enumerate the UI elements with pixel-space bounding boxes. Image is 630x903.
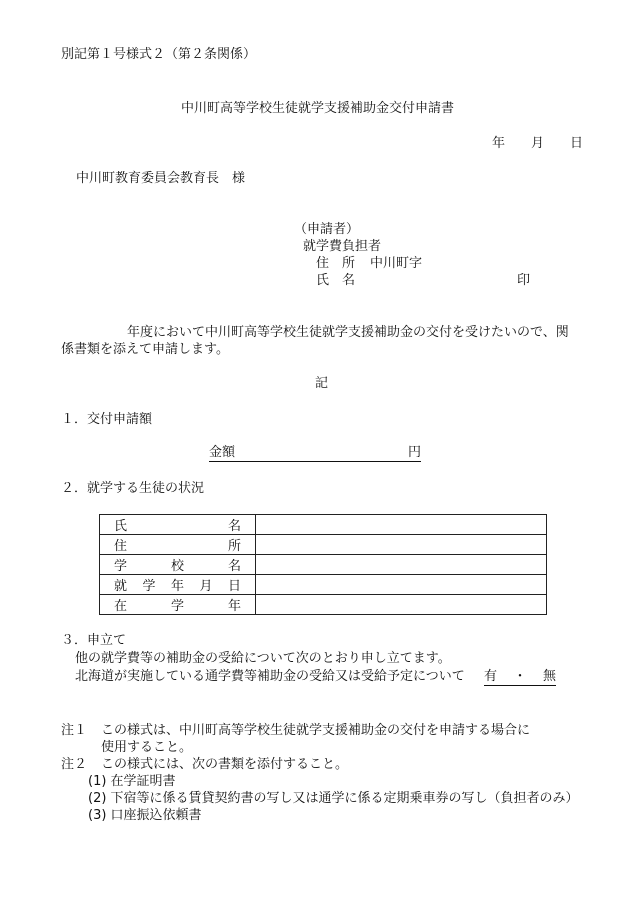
choice-yes[interactable]: 有 [484, 669, 498, 684]
address-value: 中川町字 [370, 256, 423, 271]
label-char: 月 [199, 579, 213, 594]
declaration-line2: 北海道が実施している通学費等補助金の受給又は受給予定について [75, 669, 465, 684]
student-field-label-chars [114, 595, 241, 614]
student-field-label [100, 535, 256, 555]
student-field-label-chars [114, 575, 241, 594]
label-char: 住 [114, 539, 128, 554]
choice-yes-no[interactable] [484, 669, 556, 686]
attachment-item: (1) 在学証明書 [88, 774, 176, 789]
request-text-line1: 年度において中川町高等学校生徒就学支援補助金の交付を受けたいので、関 [127, 325, 569, 340]
label-char: 在 [114, 599, 128, 614]
label-char: 所 [227, 539, 241, 554]
student-field-value[interactable] [256, 535, 547, 555]
declaration-line1: 他の就学費等の補助金の受給について次のとおり申し立てます。 [75, 651, 451, 666]
section1-heading: １．交付申請額 [61, 412, 153, 427]
student-field-label-chars [114, 515, 241, 534]
label-char: 名 [227, 519, 241, 534]
label-char: 名 [227, 559, 241, 574]
student-status-table [99, 514, 547, 615]
applicant-heading: （申請者） [294, 222, 360, 237]
note2-line1: この様式には、次の書類を添付すること。 [101, 757, 349, 772]
choice-separator: ・ [513, 669, 527, 684]
label-char: 日 [227, 579, 241, 594]
attachment-item: (2) 下宿等に係る賃貸契約書の写し又は通学に係る定期乗車券の写し（負担者のみ） [88, 791, 579, 806]
note2-label: 注２ [61, 757, 88, 772]
choice-no[interactable]: 無 [542, 669, 556, 684]
student-table-row [100, 595, 547, 615]
label-char: 学 [142, 579, 156, 594]
student-field-value[interactable] [256, 515, 547, 535]
student-table-row [100, 575, 547, 595]
student-field-label [100, 595, 256, 615]
address-label: 住 所 [316, 256, 356, 271]
section2-heading: ２．就学する生徒の状況 [61, 481, 205, 496]
amount-unit: 円 [407, 445, 421, 460]
student-field-value[interactable] [256, 575, 547, 595]
date-day: 日 [570, 136, 584, 151]
name-label: 氏 名 [316, 273, 356, 288]
request-text-line2: 係書類を添えて申請します。 [61, 342, 229, 357]
label-char: 年 [227, 599, 241, 614]
date-year: 年 [492, 136, 506, 151]
ki-heading: 記 [315, 376, 329, 391]
label-char: 就 [114, 579, 128, 594]
amount-line [209, 445, 421, 462]
label-char: 年 [170, 579, 184, 594]
note1-label: 注１ [61, 723, 88, 738]
label-char: 学 [114, 559, 128, 574]
student-field-label [100, 555, 256, 575]
label-char: 学 [170, 599, 184, 614]
addressee: 中川町教育委員会教育長 様 [76, 171, 246, 186]
student-table-row [100, 535, 547, 555]
note1-line2: 使用すること。 [101, 740, 193, 755]
document-title: 中川町高等学校生徒就学支援補助金交付申請書 [181, 101, 455, 116]
amount-label: 金額 [209, 445, 236, 460]
student-field-label-chars [114, 535, 241, 554]
label-char: 校 [170, 559, 184, 574]
student-field-value[interactable] [256, 555, 547, 575]
date-month: 月 [531, 136, 545, 151]
form-number: 別記第１号様式２（第２条関係） [61, 47, 257, 62]
label-char: 氏 [114, 519, 128, 534]
seal-mark: 印 [517, 273, 531, 288]
student-table-row [100, 515, 547, 535]
applicant-role: 就学費負担者 [303, 239, 382, 254]
section3-heading: ３．申立て [61, 633, 127, 648]
note1-line1: この様式は、中川町高等学校生徒就学支援補助金の交付を申請する場合に [101, 723, 531, 738]
student-field-label [100, 515, 256, 535]
student-field-label [100, 575, 256, 595]
student-field-value[interactable] [256, 595, 547, 615]
attachment-item: (3) 口座振込依頼書 [88, 808, 202, 823]
student-table-row [100, 555, 547, 575]
student-field-label-chars [114, 555, 241, 574]
